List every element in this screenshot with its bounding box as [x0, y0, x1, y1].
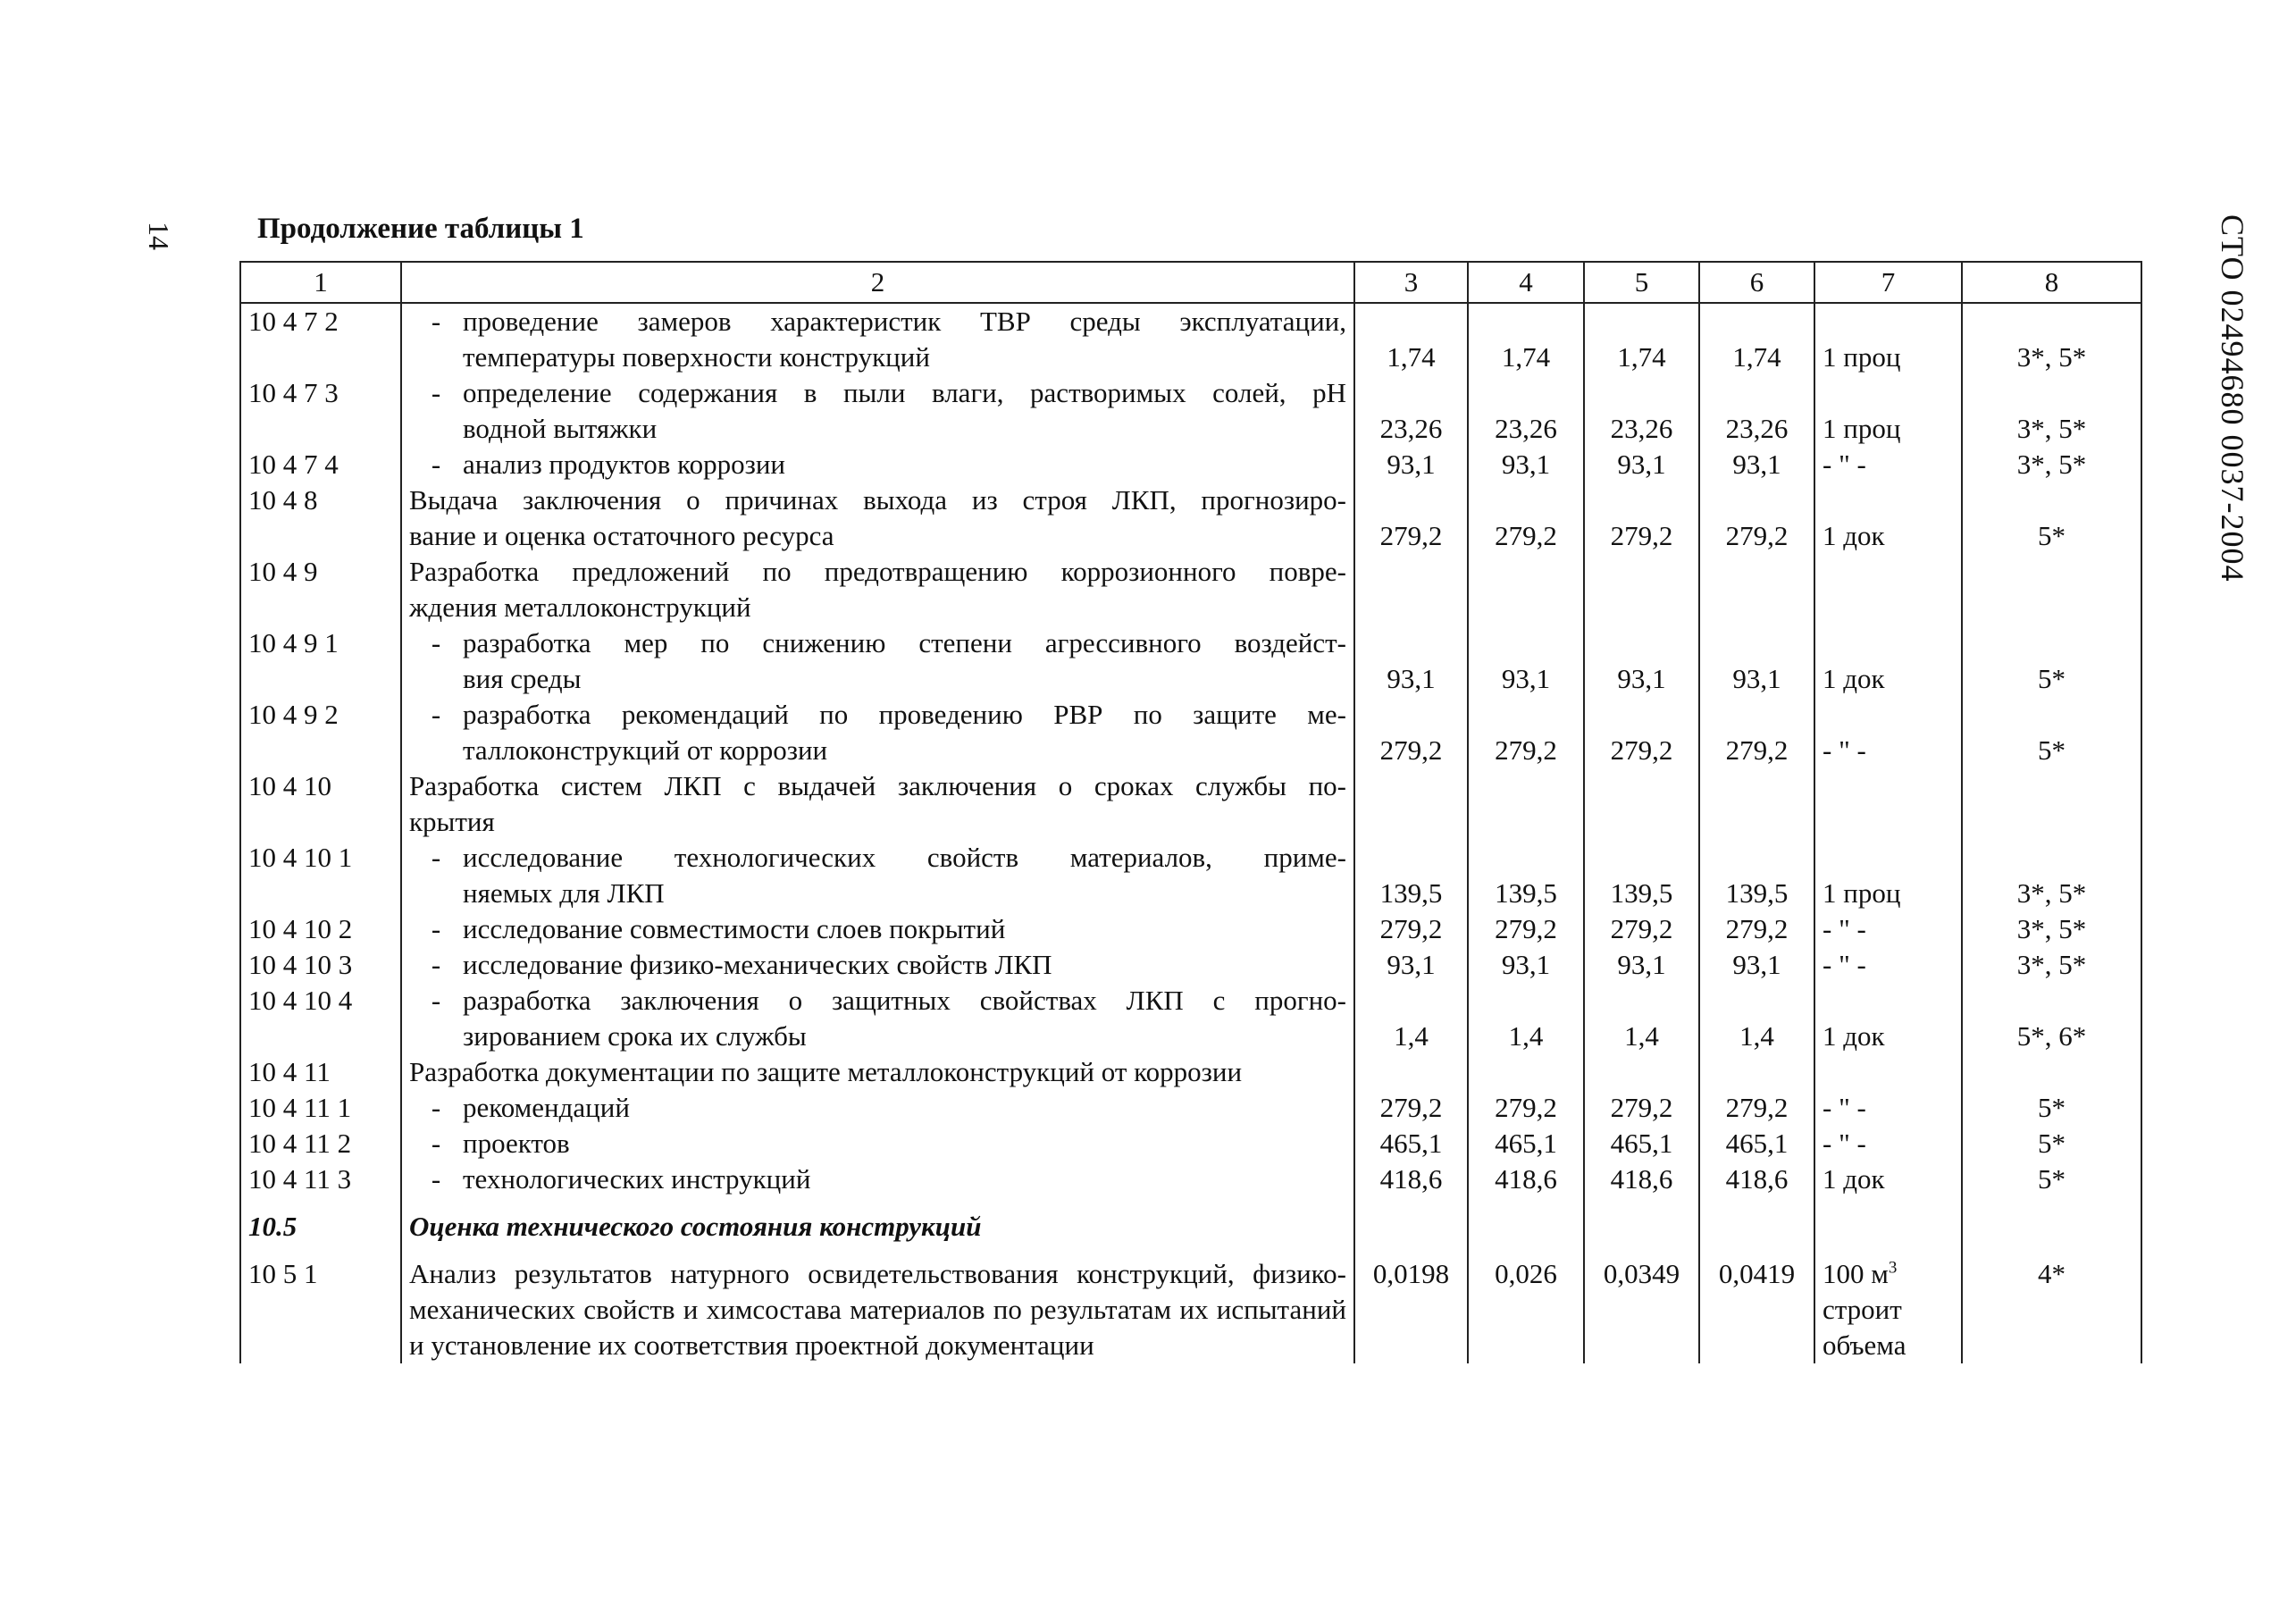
value-v5 [1584, 1054, 1699, 1090]
value-v4: 1,4 [1468, 983, 1584, 1054]
table-row [240, 303, 2141, 375]
value-v5: 279,2 [1584, 1090, 1699, 1126]
bullet-item [409, 1126, 1346, 1161]
value-v6: 23,26 [1699, 375, 1814, 447]
bullet-dash: - [431, 449, 441, 480]
item-description [401, 983, 1354, 1054]
value-v6: 279,2 [1699, 697, 1814, 768]
empty-cell [1699, 1197, 1814, 1256]
bullet-item [409, 375, 1346, 447]
table-row [240, 375, 2141, 447]
value-v6: 279,2 [1699, 482, 1814, 554]
unit-of-measure [1814, 768, 1962, 840]
unit-line: объема [1823, 1329, 1906, 1361]
table-row [240, 911, 2141, 947]
item-code: 10 4 11 3 [240, 1161, 401, 1197]
bullet-dash: - [431, 1163, 441, 1195]
item-code: 10 4 10 3 [240, 947, 401, 983]
bullet-item [409, 911, 1346, 947]
value-v6: 418,6 [1699, 1161, 1814, 1197]
item-description [401, 1161, 1354, 1197]
value-v5: 139,5 [1584, 840, 1699, 911]
bullet-item [409, 1090, 1346, 1126]
table-row [240, 447, 2141, 482]
unit-line: строит [1823, 1294, 1902, 1325]
section-code: 10.5 [240, 1197, 401, 1256]
bullet-text [463, 375, 1346, 447]
value-v5: 93,1 [1584, 447, 1699, 482]
bullet-dash: - [431, 1128, 441, 1159]
value-v6: 1,74 [1699, 303, 1814, 375]
description-line: технологических инструкций [463, 1163, 811, 1195]
value-v4 [1468, 768, 1584, 840]
unit-of-measure: - " - [1814, 447, 1962, 482]
value-v6: 1,4 [1699, 983, 1814, 1054]
reference-note: 3*, 5* [1962, 947, 2141, 983]
description-line: анализ продуктов коррозии [463, 449, 785, 480]
item-description [401, 840, 1354, 911]
value-v3: 23,26 [1354, 375, 1468, 447]
value-v5 [1584, 768, 1699, 840]
reference-note: 4* [1962, 1256, 2141, 1363]
value-v3: 0,0198 [1354, 1256, 1468, 1363]
value-v5: 93,1 [1584, 625, 1699, 697]
column-number-row [240, 262, 2141, 303]
value-v4: 279,2 [1468, 911, 1584, 947]
bullet-text [463, 697, 1346, 768]
column-header: 8 [1962, 262, 2141, 303]
value-v5: 23,26 [1584, 375, 1699, 447]
column-header: 5 [1584, 262, 1699, 303]
reference-note: 5* [1962, 1126, 2141, 1161]
item-code: 10 4 10 4 [240, 983, 401, 1054]
description-line: проектов [463, 1128, 570, 1159]
item-description [401, 303, 1354, 375]
value-v3 [1354, 768, 1468, 840]
column-header: 6 [1699, 262, 1814, 303]
table-row [240, 625, 2141, 697]
reference-note: 3*, 5* [1962, 375, 2141, 447]
table-row [240, 697, 2141, 768]
bullet-item [409, 697, 1346, 768]
value-v4: 465,1 [1468, 1126, 1584, 1161]
item-description [401, 375, 1354, 447]
value-v4: 279,2 [1468, 1090, 1584, 1126]
unit-of-measure: - " - [1814, 1090, 1962, 1126]
unit-text: 100 м [1823, 1258, 1889, 1289]
reference-note: 5* [1962, 482, 2141, 554]
bullet-item [409, 304, 1346, 375]
item-code: 10 4 11 [240, 1054, 401, 1090]
value-v4: 279,2 [1468, 697, 1584, 768]
table-row [240, 947, 2141, 983]
description-line: Разработка предложений по предотвращению коррозионного повре- [409, 556, 1346, 587]
item-code: 10 4 11 2 [240, 1126, 401, 1161]
unit-of-measure: - " - [1814, 1126, 1962, 1161]
description-line: исследование технологических свойств материалов, приме- [463, 842, 1346, 873]
unit-of-measure: 1 док [1814, 983, 1962, 1054]
description-line: разработка рекомендаций по проведению РВР по защите ме- [463, 699, 1346, 730]
value-v6 [1699, 554, 1814, 625]
value-v5: 279,2 [1584, 911, 1699, 947]
bullet-text [463, 1090, 1346, 1126]
value-v5: 418,6 [1584, 1161, 1699, 1197]
bullet-dash: - [431, 377, 441, 408]
item-description [401, 1126, 1354, 1161]
value-v6: 0,0419 [1699, 1256, 1814, 1363]
bullet-dash: - [431, 842, 441, 873]
unit-of-measure: 1 проц [1814, 303, 1962, 375]
value-v4: 279,2 [1468, 482, 1584, 554]
description-line: водной вытяжки [463, 413, 658, 444]
description-line: таллоконструкций от коррозии [463, 734, 828, 766]
item-description [401, 1090, 1354, 1126]
column-header: 4 [1468, 262, 1584, 303]
bullet-text [463, 625, 1346, 697]
unit-of-measure: 1 проц [1814, 375, 1962, 447]
description-line: Разработка документации по защите металлоконструкций от коррозии [409, 1056, 1243, 1087]
unit-of-measure: 1 док [1814, 482, 1962, 554]
item-description [401, 482, 1354, 554]
bullet-dash: - [431, 306, 441, 337]
bullet-dash: - [431, 949, 441, 980]
table-row [240, 1126, 2141, 1161]
value-v5 [1584, 554, 1699, 625]
value-v4: 418,6 [1468, 1161, 1584, 1197]
value-v5: 93,1 [1584, 947, 1699, 983]
item-code: 10 4 7 4 [240, 447, 401, 482]
reference-note [1962, 1054, 2141, 1090]
description-line: ждения металлоконструкций [409, 591, 751, 623]
unit-of-measure: 1 док [1814, 625, 1962, 697]
value-v6: 279,2 [1699, 1090, 1814, 1126]
reference-note: 5* [1962, 1161, 2141, 1197]
value-v6: 93,1 [1699, 947, 1814, 983]
value-v3 [1354, 554, 1468, 625]
value-v4: 93,1 [1468, 447, 1584, 482]
value-v4 [1468, 1054, 1584, 1090]
reference-note [1962, 768, 2141, 840]
unit-of-measure: 1 проц [1814, 840, 1962, 911]
bullet-item [409, 625, 1346, 697]
unit-of-measure [1814, 1054, 1962, 1090]
reference-note: 3*, 5* [1962, 840, 2141, 911]
value-v3: 279,2 [1354, 482, 1468, 554]
description-line: температуры поверхности конструкций [463, 341, 930, 373]
description-line: Выдача заключения о причинах выхода из строя ЛКП, прогнозиро- [409, 484, 1346, 516]
value-v6 [1699, 768, 1814, 840]
item-code: 10 4 9 1 [240, 625, 401, 697]
value-v4: 139,5 [1468, 840, 1584, 911]
value-v3: 418,6 [1354, 1161, 1468, 1197]
table-row [240, 983, 2141, 1054]
value-v4: 1,74 [1468, 303, 1584, 375]
bullet-text [463, 840, 1346, 911]
description-line: разработка мер по снижению степени агрессивного воздейст- [463, 627, 1346, 658]
unit-of-measure: - " - [1814, 697, 1962, 768]
value-v6: 93,1 [1699, 447, 1814, 482]
column-header: 2 [401, 262, 1354, 303]
reference-note: 5* [1962, 697, 2141, 768]
bullet-text [463, 447, 1346, 482]
item-description [401, 625, 1354, 697]
item-code: 10 4 10 1 [240, 840, 401, 911]
value-v5: 1,4 [1584, 983, 1699, 1054]
bullet-text [463, 983, 1346, 1054]
description-line: вание и оценка остаточного ресурса [409, 520, 834, 551]
value-v3: 93,1 [1354, 947, 1468, 983]
description-line: исследование совместимости слоев покрытий [463, 913, 1006, 944]
description-line: Разработка систем ЛКП с выдачей заключения о сроках службы по- [409, 770, 1346, 801]
unit-of-measure: 1 док [1814, 1161, 1962, 1197]
table-row [240, 482, 2141, 554]
value-v3: 1,74 [1354, 303, 1468, 375]
item-code: 10 4 9 [240, 554, 401, 625]
value-v3: 465,1 [1354, 1126, 1468, 1161]
item-code: 10 4 9 2 [240, 697, 401, 768]
value-v3: 93,1 [1354, 447, 1468, 482]
bullet-dash: - [431, 913, 441, 944]
item-description: Анализ результатов натурного освидетельствования конструкций, физико-механических свойств и химсостава материалов по результатам их испытаний и установление их соответствия проектной документации [401, 1256, 1354, 1363]
value-v4: 23,26 [1468, 375, 1584, 447]
value-v3 [1354, 1054, 1468, 1090]
value-v5: 1,74 [1584, 303, 1699, 375]
description-line: определение содержания в пыли влаги, растворимых солей, pH [463, 377, 1346, 408]
table-row [240, 1161, 2141, 1197]
bullet-text [463, 1126, 1346, 1161]
item-code: 10 5 1 [240, 1256, 401, 1363]
bullet-item [409, 947, 1346, 983]
reference-note: 3*, 5* [1962, 447, 2141, 482]
bullet-item [409, 447, 1346, 482]
reference-note: 5*, 6* [1962, 983, 2141, 1054]
table-row [240, 1090, 2141, 1126]
value-v5: 465,1 [1584, 1126, 1699, 1161]
bullet-item [409, 1161, 1346, 1197]
value-v3: 1,4 [1354, 983, 1468, 1054]
reference-note: 3*, 5* [1962, 303, 2141, 375]
empty-cell [1468, 1197, 1584, 1256]
works-table [239, 261, 2142, 1363]
table-row [240, 554, 2141, 625]
section-title: Оценка технического состояния конструкций [401, 1197, 1354, 1256]
table-row [240, 1256, 2141, 1363]
item-code: 10 4 11 1 [240, 1090, 401, 1126]
value-v3: 279,2 [1354, 911, 1468, 947]
item-description [401, 554, 1354, 625]
unit-line [1823, 1256, 1954, 1292]
value-v4: 93,1 [1468, 625, 1584, 697]
item-code: 10 4 8 [240, 482, 401, 554]
description-line: вия среды [463, 663, 582, 694]
document-code: СТО 02494680 0037-2004 [2215, 214, 2250, 583]
value-v5: 279,2 [1584, 482, 1699, 554]
item-description [401, 1054, 1354, 1090]
table-row [240, 840, 2141, 911]
reference-note: 5* [1962, 1090, 2141, 1126]
item-code: 10 4 7 3 [240, 375, 401, 447]
unit-of-measure [1814, 1256, 1962, 1363]
bullet-item [409, 840, 1346, 911]
value-v3: 279,2 [1354, 697, 1468, 768]
value-v6: 465,1 [1699, 1126, 1814, 1161]
bullet-dash: - [431, 1092, 441, 1123]
value-v5: 279,2 [1584, 697, 1699, 768]
item-description [401, 911, 1354, 947]
description-line: исследование физико-механических свойств ЛКП [463, 949, 1052, 980]
value-v4 [1468, 554, 1584, 625]
value-v3: 93,1 [1354, 625, 1468, 697]
value-v6: 279,2 [1699, 911, 1814, 947]
empty-cell [1962, 1197, 2141, 1256]
value-v5: 0,0349 [1584, 1256, 1699, 1363]
reference-note: 3*, 5* [1962, 911, 2141, 947]
description-line: разработка заключения о защитных свойствах ЛКП с прогно- [463, 985, 1346, 1016]
item-description [401, 768, 1354, 840]
reference-note [1962, 554, 2141, 625]
bullet-dash: - [431, 699, 441, 730]
section-row [240, 1197, 2141, 1256]
item-code: 10 4 7 2 [240, 303, 401, 375]
bullet-text [463, 304, 1346, 375]
bullet-dash: - [431, 985, 441, 1016]
table-caption: Продолжение таблицы 1 [257, 213, 584, 245]
unit-exponent: 3 [1888, 1258, 1898, 1278]
bullet-text [463, 1161, 1346, 1197]
unit-of-measure [1814, 554, 1962, 625]
column-header: 1 [240, 262, 401, 303]
description-line: няемых для ЛКП [463, 877, 665, 909]
value-v4: 93,1 [1468, 947, 1584, 983]
empty-cell [1354, 1197, 1468, 1256]
item-description [401, 447, 1354, 482]
description-line: рекомендаций [463, 1092, 630, 1123]
description-line: крытия [409, 806, 495, 837]
bullet-text [463, 911, 1346, 947]
description-line: проведение замеров характеристик ТВР среды эксплуатации, [463, 306, 1346, 337]
column-header: 7 [1814, 262, 1962, 303]
empty-cell [1584, 1197, 1699, 1256]
item-description [401, 947, 1354, 983]
table-row [240, 768, 2141, 840]
page-number: 14 [143, 222, 175, 250]
bullet-item [409, 983, 1346, 1054]
value-v6 [1699, 1054, 1814, 1090]
unit-of-measure: - " - [1814, 947, 1962, 983]
bullet-text [463, 947, 1346, 983]
empty-cell [1814, 1197, 1962, 1256]
description-line: зированием срока их службы [463, 1020, 807, 1052]
value-v3: 279,2 [1354, 1090, 1468, 1126]
value-v6: 139,5 [1699, 840, 1814, 911]
value-v4: 0,026 [1468, 1256, 1584, 1363]
value-v3: 139,5 [1354, 840, 1468, 911]
reference-note: 5* [1962, 625, 2141, 697]
unit-of-measure: - " - [1814, 911, 1962, 947]
item-code: 10 4 10 2 [240, 911, 401, 947]
value-v6: 93,1 [1699, 625, 1814, 697]
item-code: 10 4 10 [240, 768, 401, 840]
table-row [240, 1054, 2141, 1090]
bullet-dash: - [431, 627, 441, 658]
column-header: 3 [1354, 262, 1468, 303]
item-description [401, 697, 1354, 768]
